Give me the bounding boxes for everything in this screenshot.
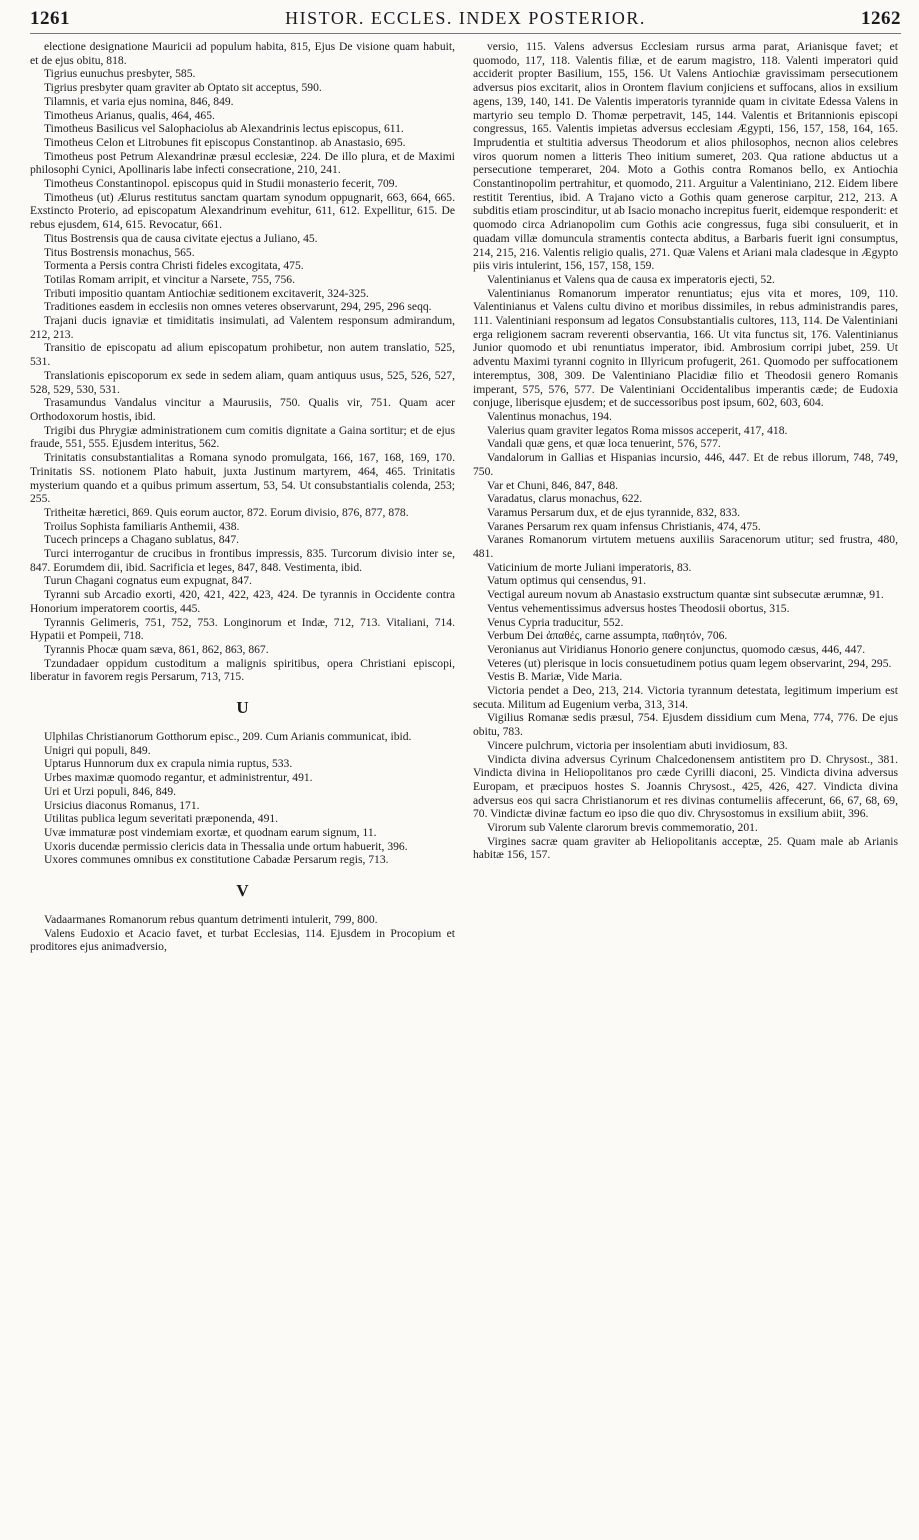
index-entry: Vestis B. Mariæ, Vide Maria. <box>487 670 623 684</box>
left-column <box>30 40 455 954</box>
index-entry: Valentinianus et Valens qua de causa ex imperatoris ejecti, 52. <box>487 272 775 286</box>
right-column <box>473 40 898 954</box>
index-entry: Vadaarmanes Romanorum rebus quantum detrimenti intulerit, 799, 800. <box>44 913 378 927</box>
index-entry: Totilas Romam arripit, et vincitur a Narsete, 755, 756. <box>44 272 295 286</box>
index-entry: Tigrius eunuchus presbyter, 585. <box>44 67 196 81</box>
index-entry: Trinitatis consubstantialitas a Romana synodo promulgata, 166, 167, 168, 169, 170. Trinitatis SS. notionem Plato habuit, juxta Justinum martyrem, 464, 465. Trinitatis mysterium quando et a quibus primum assertum, 53, 54. Ut consubstantialis colenda, 253; 255. <box>30 451 455 506</box>
index-entry: Troilus Sophista familiaris Anthemii, 438. <box>44 519 240 533</box>
index-entry: Uri et Urzi populi, 846, 849. <box>44 784 177 798</box>
index-entry: Titus Bostrensis monachus, 565. <box>44 245 195 259</box>
index-entry: Vindicta divina adversus Cyrinum Chalcedonensem antistitem pro D. Chrysost., 381. Vindicta divina in Heliopolitanos pro cæde Cyrilli diaconi, 25. Vindicta divina adversus Europam, et præcipuos hostes S. Joannis Chrysost., 425, 426, 427. Vindicta divina adversus eos qui sacra Christianorum et res divinas contumeliis affecerunt, 66, 67, 68, 69, 70. Vindictæ divinæ factum eo ipso die quo div. Chrysostomus in exsilium abiit, 396. <box>473 752 898 821</box>
index-entry: Timotheus Basilicus vel Salophaciolus ab Alexandrinis lectus episcopus, 611. <box>44 122 404 136</box>
index-entry: versio, 115. Valens adversus Ecclesiam rursus arma parat, Arianisque favet; et quomodo, 117, 118. Valentis filiæ, et de earum magistro, 118. Valenti imperatori quid acciderit propter Basilium, 155, 156. Ut Valens Antiochiæ gravissimam persecutionem adversus pios excitarit, alios in Orontem flavium conjiciens et suffocans, alios in exsilium agens, 139, 140, 141. De Valentis imperatoris tyrannide quam in civitate Edessa Valens in martyrio seu templo D. Thomæ perpetravit, 145, 144. Valentis et Britannionis episcopi congressus, 165. Valentis impietas adversus ecclesiam Ægypti, 156, 157, 158, 164, 165. Imprudentia et stultitia adversus Theodorum et alios philosophos, necnon alios celebres viros quorum nomen a litteris Theo initium sumeret, 203. Qua ratione abductus ut a persecutione temperaret, 204. Moto a Gothis contra Romanos bello, ex Antiochia Constantinopolim pertrahitur, et quomodo, 211. Arguitur a Valentiniano, 212. Eidem libere restitit Terentius, ibid. A Trajano victo a Gothis quam generose carpitur, 212, 213. A subditis etiam proscinditur, ut ab Isacio monacho increpitus fuerit, eidemque responderit: et quomodo circa Adrianopolim cum Gothis acie congressus, fuga sibi consuluerit, et in quadam villæ domuncula stramentis contecta abditus, a Barbaris fuerit igni consumptus, 214, 215, 216. Valentis religio qualis, 271. Quæ Valens et Ariani mala cladesque in Ægypto piis viris intulerint, 156, 157, 158, 159. <box>473 40 898 273</box>
index-entry: Urbes maximæ quomodo regantur, et administrentur, 491. <box>44 771 313 785</box>
index-entry: Valentinianus Romanorum imperator renuntiatus; ejus vita et mores, 109, 110. Valentinianus et Valens cultu divino et moribus dissimiles, in rebus administrandis pares, 111. Valentiniani responsum ad legatos Consubstantialis cultores, 113, 114. De Valentiniani erga religionem sacram reverenti observantia, 166. Ut vita functus sit, 176. Valentinianus Junior quomodo et ubi renuntiatus imperator, ibid. Ambrosium corripi jubet, 259. Ut adventu Maximi tyranni cognito in Illyricum profugerit, 261. Quomodo per suffocationem interemptus, 308, 309. De Valentiniano Placidiæ filio et Theodosii genero Romanis imperant, 575, 576, 577. De Valentiniani Occidentalibus imperantis cæde; de Eudoxia conjuge, liberisque ejusdem; et de successoribus post ipsum, 602, 603, 604. <box>473 286 898 410</box>
index-entry: electione designatione Mauricii ad populum habita, 815, Ejus De visione quam habuit, et de ejus obitu, 818. <box>30 40 455 67</box>
index-entry: Trajani ducis ignaviæ et timiditatis insimulati, ad Valentem responsum admirandum, 212, 213. <box>30 314 455 341</box>
index-entry: Timotheus Celon et Litrobunes fit episcopus Constantinop. ab Anastasio, 695. <box>44 135 406 149</box>
index-entry: Tigrius presbyter quam graviter ab Optato sit acceptus, 590. <box>44 81 322 95</box>
index-entry: Varamus Persarum dux, et de ejus tyrannide, 832, 833. <box>487 505 741 519</box>
index-entry: Titus Bostrensis qua de causa civitate ejectus a Juliano, 45. <box>44 231 318 245</box>
index-entry: Tormenta a Persis contra Christi fideles excogitata, 475. <box>44 259 304 273</box>
index-entry: Uxores communes omnibus ex constitutione Cabadæ Persarum regis, 713. <box>44 853 389 867</box>
index-entry: Vandalorum in Gallias et Hispanias incursio, 446, 447. Et de rebus illorum, 748, 749, 750. <box>473 451 898 478</box>
index-entry: Virorum sub Valente clarorum brevis commemoratio, 201. <box>487 821 758 835</box>
index-entry: Vandali quæ gens, et quæ loca tenuerint, 576, 577. <box>487 437 721 451</box>
index-entry: Varanes Romanorum virtutem metuens auxiliis Saracenorum utitur; sed frustra, 480, 481. <box>473 533 898 561</box>
index-entry: Veronianus aut Viridianus Honorio genere conjunctus, quomodo cæsus, 446, 447. <box>487 642 866 656</box>
index-entry: Transitio de episcopatu ad alium episcopatum prohibetur, non autem translatio, 525, 531. <box>30 341 455 369</box>
index-entry: Var et Chuni, 846, 847, 848. <box>487 478 619 492</box>
index-entry: Translationis episcoporum ex sede in sedem aliam, quam antiquus usus, 525, 526, 527, 528, 529, 530, 531. <box>30 368 455 396</box>
index-entry: Tyranni sub Arcadio exorti, 420, 421, 422, 423, 424. De tyrannis in Occidente contra Honorium imperatorem coortis, 445. <box>30 588 455 615</box>
running-header <box>30 8 901 34</box>
index-entry: Timotheus Arianus, qualis, 464, 465. <box>44 108 215 122</box>
index-entry: Ulphilas Christianorum Gotthorum episc., 209. Cum Arianis communicat, ibid. <box>44 730 412 744</box>
index-entry: Virgines sacræ quam graviter ab Heliopolitanis acceptæ, 25. Quam male ab Arianis habitæ 156, 157. <box>473 834 898 862</box>
index-entry: Valentinus monachus, 194. <box>487 409 612 423</box>
index-entry: Traditiones easdem in ecclesiis non omnes veteres observarunt, 294, 295, 296 seqq. <box>44 300 432 314</box>
index-entry: Ventus vehementissimus adversus hostes Theodosii obortus, 315. <box>487 601 790 615</box>
index-entry: Tzundadaer oppidum custoditum a malignis spiritibus, opera Christiani episcopi, liberatur in favorem regis Persarum, 713, 715. <box>30 656 455 684</box>
index-entry: Tyrannis Phocæ quam sæva, 861, 862, 863, 867. <box>44 642 269 656</box>
section-letter: V <box>236 881 249 901</box>
index-entry: Tritheitæ hæretici, 869. Quis eorum auctor, 872. Eorum divisio, 876, 877, 878. <box>44 505 409 519</box>
index-entry: Varanes Persarum rex quam infensus Christianis, 474, 475. <box>487 519 761 533</box>
index-entry: Uptarus Hunnorum dux ex crapula nimia ruptus, 533. <box>44 757 293 771</box>
index-entry: Varadatus, clarus monachus, 622. <box>487 492 643 506</box>
index-entry: Timotheus Constantinopol. episcopus quid in Studii monasterio fecerit, 709. <box>44 177 398 191</box>
index-entry: Verbum Dei ἀπαθές, carne assumpta, παθητόν, 706. <box>487 629 728 643</box>
index-entry: Vincere pulchrum, victoria per insolentiam abuti invidiosum, 83. <box>487 738 788 752</box>
index-entry: Vatum optimus qui censendus, 91. <box>487 574 647 588</box>
index-entry: Ursicius diaconus Romanus, 171. <box>44 798 200 812</box>
index-entry: Utilitas publica legum severitati præponenda, 491. <box>44 812 279 826</box>
index-entry: Tributi impositio quantam Antiochiæ seditionem excitaverit, 324-325. <box>44 286 369 300</box>
index-entry: Veteres (ut) plerisque in locis consuetudinem potius quam legem observarint, 294, 295. <box>487 656 892 670</box>
index-entry: Timotheus (ut) Ælurus restitutus sanctam quartam synodum oppugnarit, 663, 664, 665. Exstincto Proterio, ad episcopatum Alexandrinum evehitur, 611, 612. Expellitur, 615. De rebus ejusdem, 614, 615. Revocatur, 661. <box>30 190 455 232</box>
index-entry: Vectigal aureum novum ab Anastasio exstructum quantæ sint subsecutæ ærumnæ, 91. <box>487 588 884 602</box>
right-page-number: 1262 <box>860 8 901 29</box>
index-entry: Uxoris ducendæ permissio clericis data in Thessalia unde ortum habuerit, 396. <box>44 839 408 853</box>
index-entry: Turci interrogantur de crucibus in frontibus impressis, 835. Turcorum divisio inter se, 847. Eorumdem dii, ibid. Sacrificia et leges, 847, 848. Vestimenta, ibid. <box>30 547 455 574</box>
section-letter: U <box>236 698 249 718</box>
index-entry: Turun Chagani cognatus eum expugnat, 847. <box>44 574 252 588</box>
index-entry: Valerius quam graviter legatos Roma missos acceperit, 417, 418. <box>487 423 788 437</box>
left-page-number: 1261 <box>30 8 70 29</box>
index-entry: Vaticinium de morte Juliani imperatoris, 83. <box>487 560 692 574</box>
two-column-body <box>30 40 901 954</box>
index-entry: Victoria pendet a Deo, 213, 214. Victoria tyrannum detestata, legitimum imperium est secuta. Militum ad Eugenium verba, 313, 314. <box>473 684 898 711</box>
index-entry: Trasamundus Vandalus vincitur a Maurusiis, 750. Qualis vir, 751. Quam acer Orthodoxorum hostis, ibid. <box>30 396 455 423</box>
index-entry: Vigilius Romanæ sedis præsul, 754. Ejusdem dissidium cum Mena, 774, 776. De ejus obitu, 783. <box>473 711 898 739</box>
index-entry: Tucech princeps a Chagano sublatus, 847. <box>44 533 240 547</box>
index-entry: Unigri qui populi, 849. <box>44 743 151 757</box>
index-entry: Valens Eudoxio et Acacio favet, et turbat Ecclesias, 114. Ejusdem in Procopium et proditores ejus animadversio, <box>30 926 455 954</box>
index-entry: Uvæ immaturæ post vindemiam exortæ, et quodnam earum signum, 11. <box>44 825 377 839</box>
index-entry: Venus Cypria traducitur, 552. <box>487 615 624 629</box>
running-title: HISTOR. ECCLES. INDEX POSTERIOR. <box>285 8 646 28</box>
index-entry: Trigibi dus Phrygiæ administrationem cum comitis dignitate a Gaina sortitur; et de ejus fraude, 551, 555. Ejusdem interitus, 562. <box>30 423 455 451</box>
index-entry: Tilamnis, et varia ejus nomina, 846, 849. <box>44 94 234 108</box>
index-entry: Tyrannis Gelimeris, 751, 752, 753. Longinorum et Indæ, 712, 713. Vitaliani, 714. Hypatii et Pompeii, 718. <box>30 615 455 643</box>
index-entry: Timotheus post Petrum Alexandrinæ præsul ecclesiæ, 224. De illo plura, et de Maximi philosophi Cynici, Apollinaris labe infecti consecratione, 210, 241. <box>30 149 455 177</box>
